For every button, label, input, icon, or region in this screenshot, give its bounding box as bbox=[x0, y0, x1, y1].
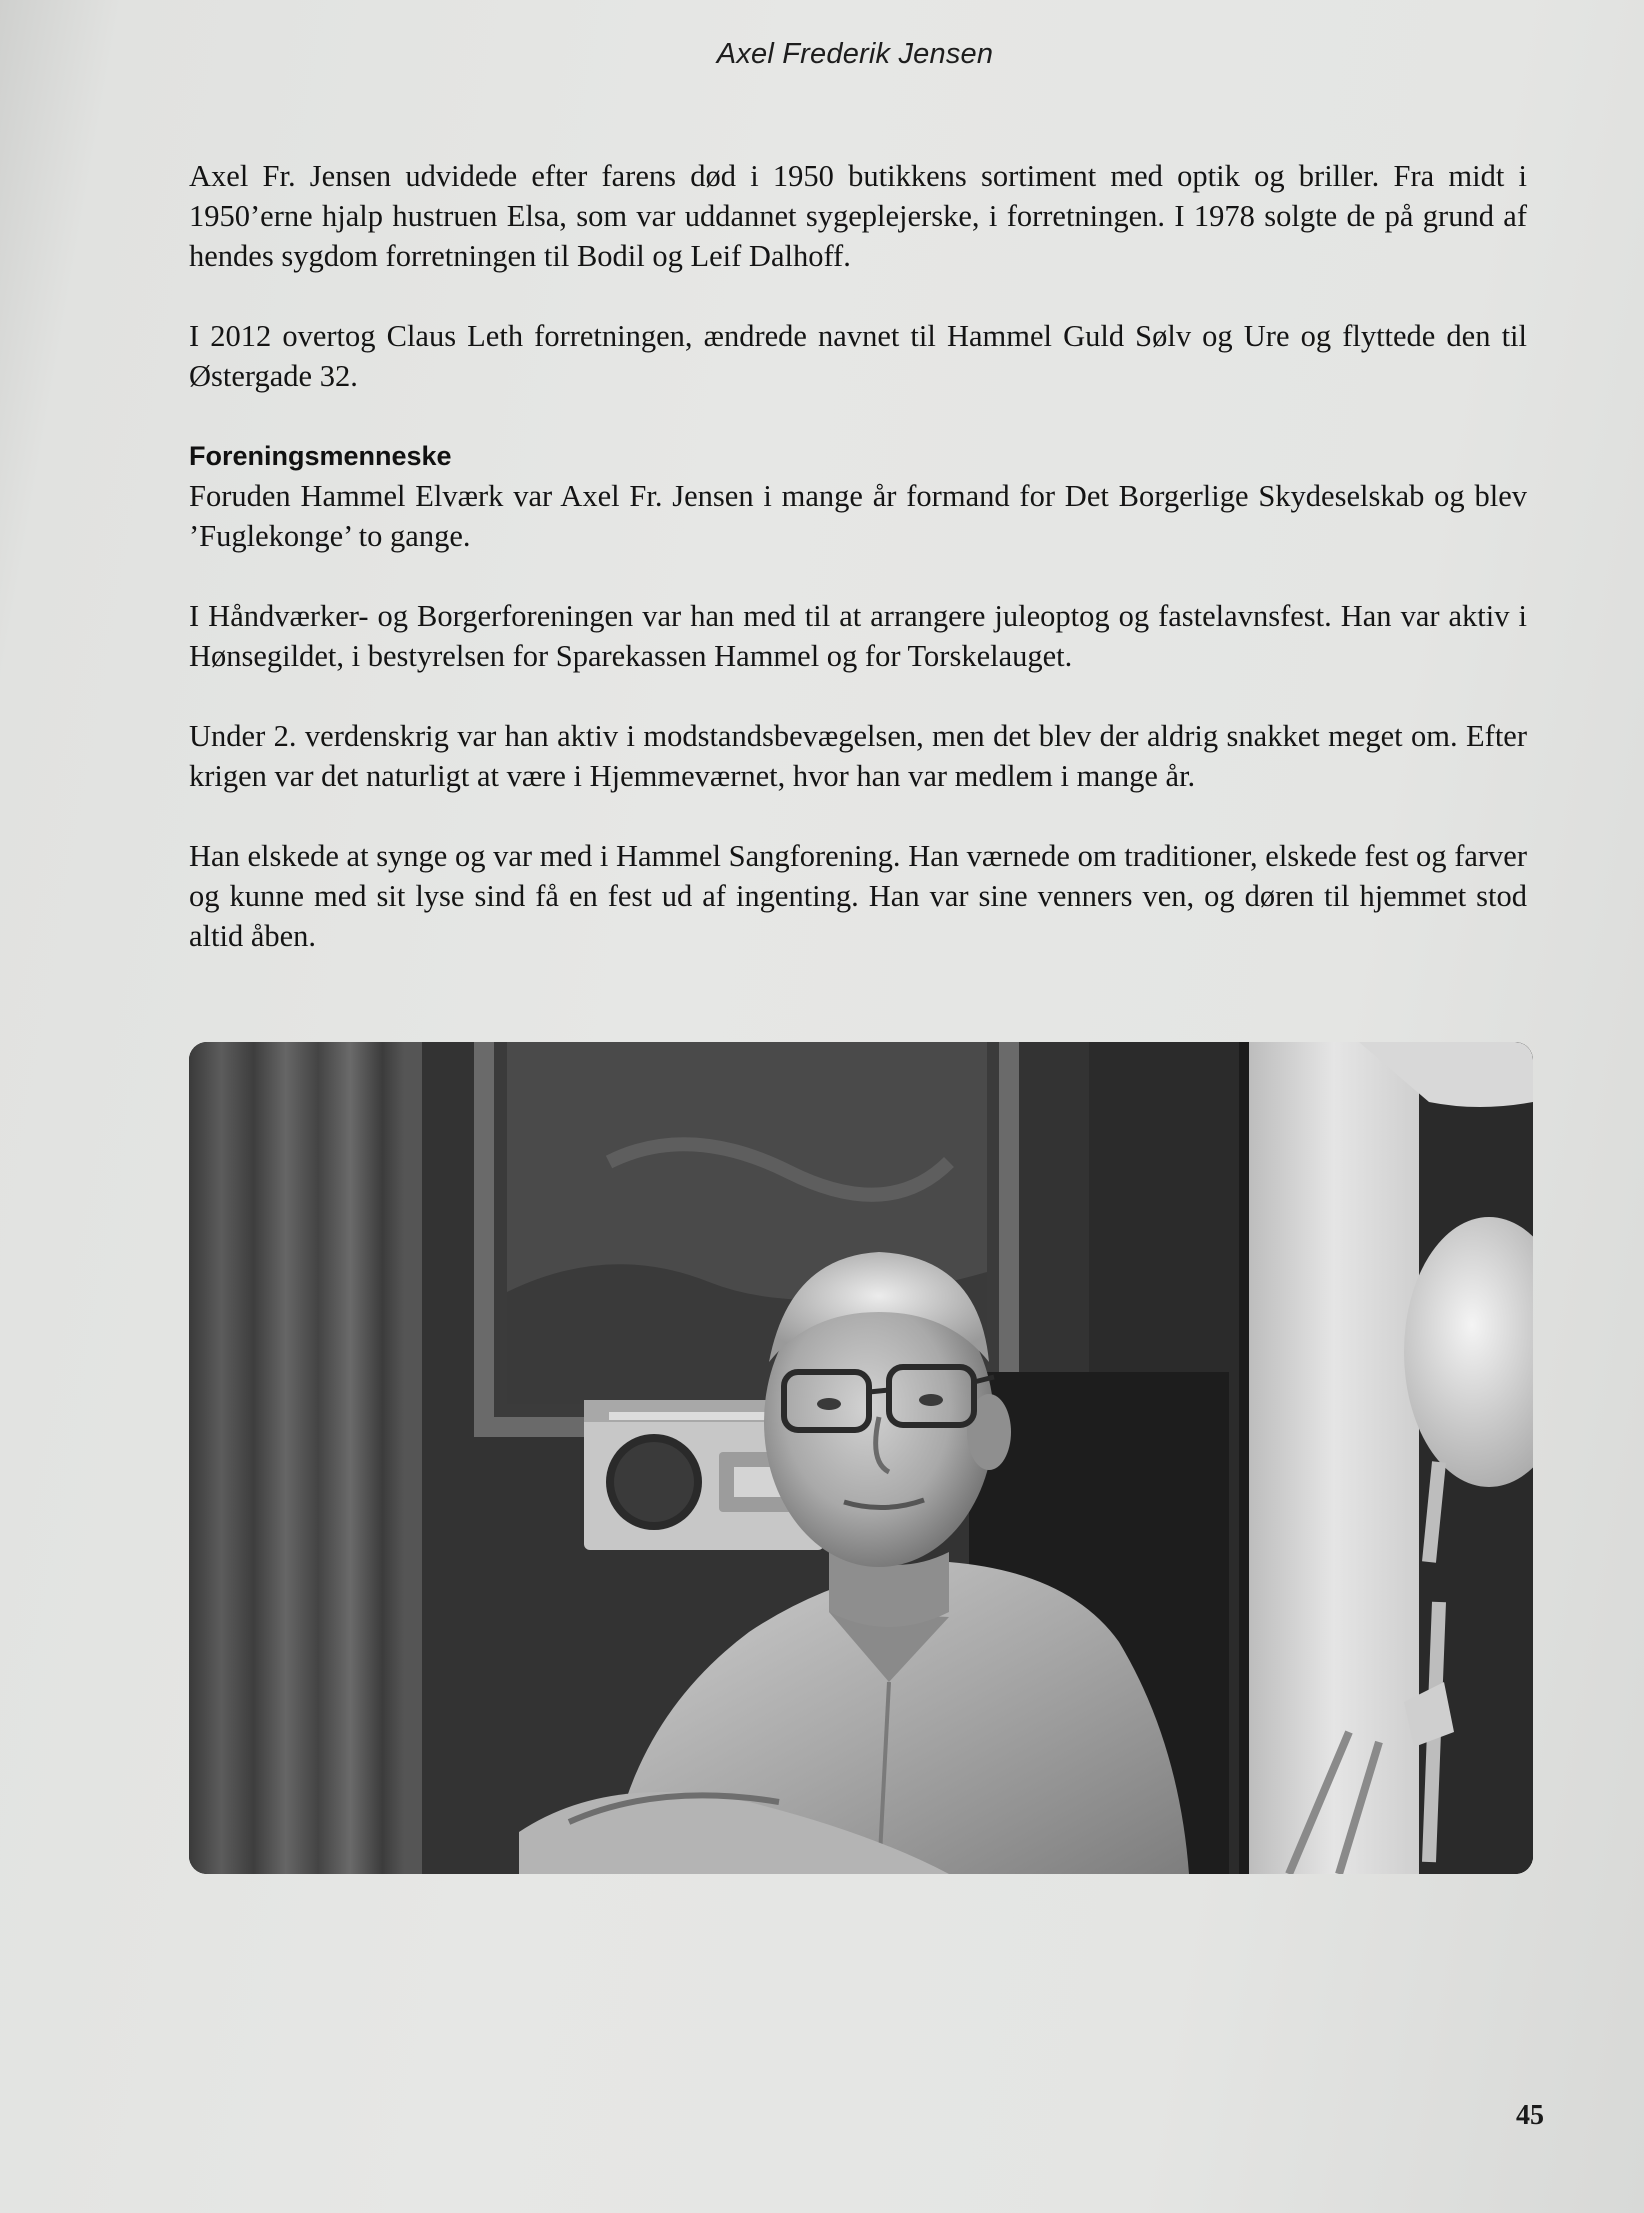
page-number: 45 bbox=[1516, 2100, 1544, 2131]
paragraph: I Håndværker- og Borgerforeningen var han med til at arrangere juleoptog og fastelavnsfest. Han var aktiv i Hønsegildet, i bestyrelsen for Sparekassen Hammel og for Torskelauget. bbox=[189, 599, 1527, 673]
paragraph: Under 2. verdenskrig var han aktiv i modstandsbevægelsen, men det blev der aldrig snakket meget om. Efter krigen var det naturligt at være i Hjemmeværnet, hvor han var medlem i mange år. bbox=[189, 719, 1527, 793]
paragraph: Foruden Hammel Elværk var Axel Fr. Jensen i mange år formand for Det Borgerlige Skydeselskab og blev ’Fuglekonge’ to gange. bbox=[189, 479, 1527, 553]
paragraph: I 2012 overtog Claus Leth forretningen, ændrede navnet til Hammel Guld Sølv og Ure og flyttede den til Østergade 32. bbox=[189, 319, 1527, 393]
body-text bbox=[189, 156, 1527, 956]
running-header: Axel Frederik Jensen bbox=[716, 38, 994, 70]
paragraph: Axel Fr. Jensen udvidede efter farens død i 1950 butikkens sortiment med optik og briller. Fra midt i 1950’erne hjalp hustruen Elsa, som var uddannet sygeplejerske, i forretningen. I 1978 solgte de på grund af hendes sygdom forretningen til Bodil og Leif Dalhoff. bbox=[189, 159, 1527, 273]
portrait-photo bbox=[189, 1042, 1533, 1874]
section-heading: Foreningsmenneske bbox=[189, 441, 452, 471]
paragraph: Han elskede at synge og var med i Hammel Sangforening. Han værnede om traditioner, elskede fest og farver og kunne med sit lyse sind få en fest ud af ingenting. Han var sine venners ven, og døren til hjemmet stod altid åben. bbox=[189, 839, 1527, 953]
